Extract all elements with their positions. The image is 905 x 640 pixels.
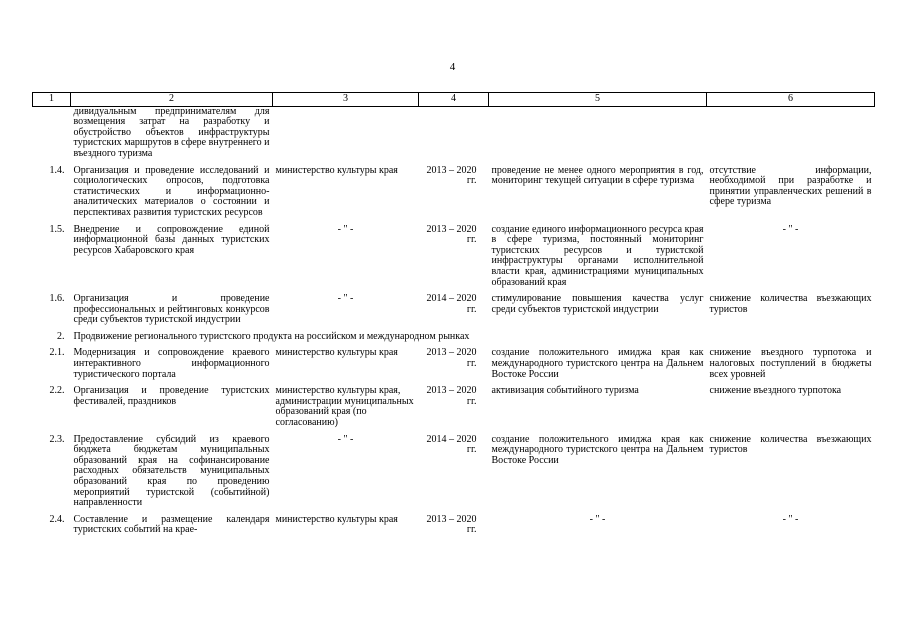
consequence-cell: снижение количества въезжающих туристов (709, 433, 872, 456)
period-cell: 2013 – 2020 гг. (426, 164, 477, 187)
activity-cell: Составление и размещение календаря туристских событий на крае- (73, 513, 270, 536)
result-cell: проведение не менее одного мероприятия в год, мониторинг текущей ситуации в сфере туризма (491, 164, 704, 187)
period-cell: 2013 – 2020 гг. (426, 223, 477, 246)
header-cell: 6 (707, 93, 875, 107)
row-number: 1.6. (49, 293, 65, 305)
activity-cell: Организация и проведение туристских фестивалей, праздников (73, 385, 270, 407)
executor-cell: министерство культуры края (275, 347, 398, 359)
table-row (33, 106, 875, 165)
activity-cell: Организация и проведение профессиональных и рейтинговых конкурсов среди субъектов туристской индустрии (73, 293, 270, 326)
header-cell: 3 (273, 93, 419, 107)
row-number: 2.4. (49, 513, 65, 525)
table-row (33, 166, 875, 225)
consequence-cell: отсутствие информации, необходимой при разработке и принятии управленческих решений в сфере туризма (709, 164, 872, 208)
executor-cell: министерство культуры края (275, 513, 398, 525)
consequence-cell: снижение въездного турпотока и налоговых поступлений в бюджеты всех уровней (709, 347, 872, 380)
consequence-cell: снижение количества въезжающих туристов (709, 293, 872, 315)
period-cell: 2013 – 2020 гг. (426, 385, 477, 407)
table-row (33, 348, 875, 386)
row-number: 2.3. (49, 433, 65, 445)
section-title: Продвижение регионального туристского продукта на российском и международном рынках (73, 330, 470, 342)
header-cell: 2 (71, 93, 273, 107)
header-cell: 1 (33, 93, 71, 107)
header-cell: 4 (419, 93, 489, 107)
table-row (33, 294, 875, 332)
activity-cell: Модернизация и сопровождение краевого интерактивного информационного туристического портала (73, 347, 270, 380)
consequence-cell: снижение въездного турпотока (709, 385, 842, 397)
activity-cell: Организация и проведение исследований и социологических опросов, подготовка статистических и информационно-аналитических материалов о состоянии и перспективах развития туристских ресурсов (73, 164, 270, 218)
result-cell: активизация событийного туризма (491, 385, 639, 397)
executor-cell: министерство культуры края (275, 164, 398, 176)
header-cell: 5 (489, 93, 707, 107)
activity-cell: Предоставление субсидий из краевого бюджета бюджетам муниципальных образований края на софинансирование расходных обязательств муниципальных образований края по проведению мероприятий туристской (событийной) направленности (73, 433, 270, 509)
period-cell: 2013 – 2020 гг. (426, 513, 477, 536)
continuation-text: дивидуальным предпринимателям для возмещения затрат на разработку и обустройство объектов инфраструктуры туристских маршрутов в сфере внутреннего и въездного туризма (73, 105, 270, 159)
result-cell: создание положительного имиджа края как международного туристского центра на Дальнем Востоке России (491, 433, 704, 466)
row-number: 2.2. (49, 385, 65, 397)
period-cell: 2013 – 2020 гг. (426, 347, 477, 370)
row-number: 1.5. (49, 223, 65, 235)
period-cell: 2014 – 2020 гг. (426, 433, 477, 456)
result-cell: - " - (589, 513, 606, 525)
activities-table (32, 92, 875, 542)
section-number: 2. (57, 330, 65, 342)
result-cell: создание единого информационного ресурса края в сфере туризма, постоянный мониторинг туристских ресурсов и туристской инфраструктуры органами исполнительной власти края, администрациями муниципальных образований края (491, 223, 704, 288)
table-row (33, 435, 875, 515)
table-header-row (33, 93, 875, 107)
executor-cell: министерство культуры края, администрации муниципальных образований края (по согласованию) (275, 385, 414, 429)
table-row (33, 225, 875, 295)
consequence-cell: - " - (782, 223, 799, 235)
row-number: 1.4. (49, 164, 65, 176)
table-row (33, 515, 875, 542)
section-row (33, 332, 875, 349)
activity-cell: Внедрение и сопровождение единой информационной базы данных туристских ресурсов Хабаровского края (73, 223, 270, 256)
period-cell: 2014 – 2020 гг. (426, 293, 477, 315)
result-cell: стимулирование повышения качества услуг среди субъектов туристской индустрии (491, 293, 704, 315)
executor-cell: - " - (337, 433, 354, 445)
result-cell: создание положительного имиджа края как международного туристского центра на Дальнем Востоке России (491, 347, 704, 380)
page-number: 4 (449, 61, 456, 73)
row-number: 2.1. (49, 347, 65, 359)
executor-cell: - " - (337, 223, 354, 235)
consequence-cell: - " - (782, 513, 799, 525)
table-row (33, 386, 875, 434)
executor-cell: - " - (337, 293, 354, 305)
